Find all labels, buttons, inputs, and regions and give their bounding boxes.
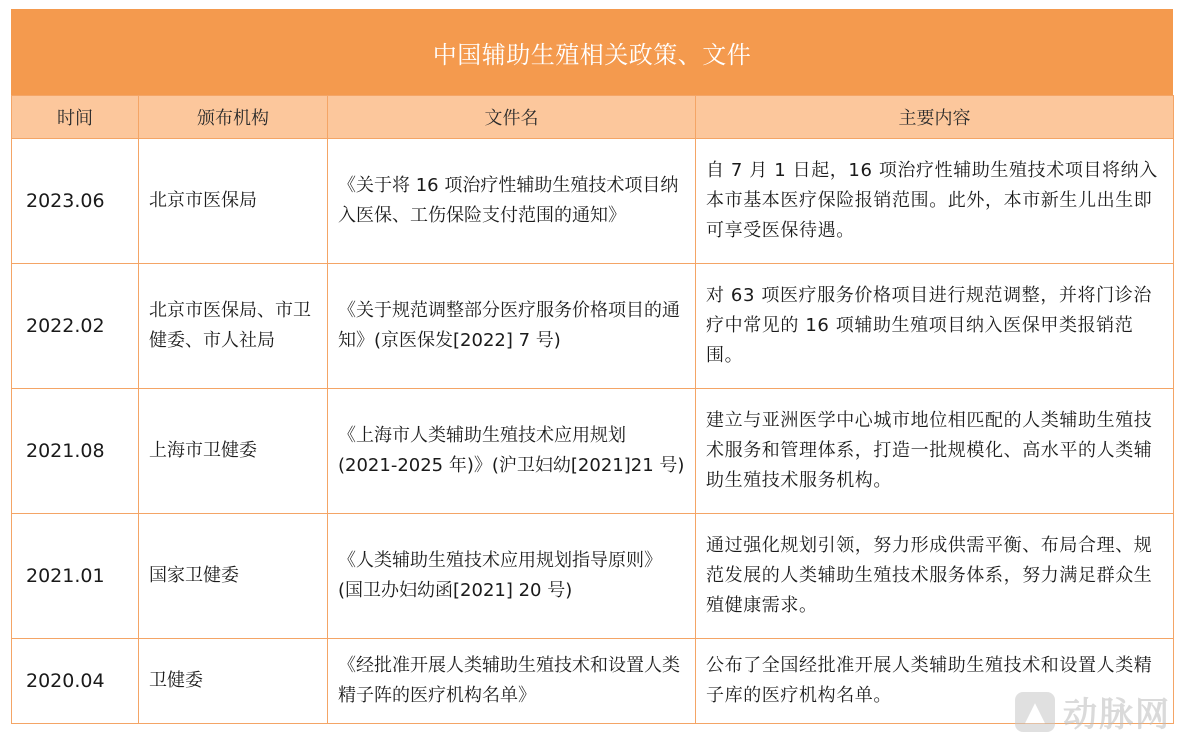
dongmai-logo-icon: ▲ [1015, 692, 1055, 732]
table-row [12, 264, 1174, 389]
table-row [12, 514, 1174, 639]
header-agency: 颁布机构 [139, 96, 328, 139]
cell-agency: 北京市医保局 [139, 139, 328, 264]
cell-date: 2020.04 [12, 639, 139, 724]
cell-date: 2023.06 [12, 139, 139, 264]
policy-table [11, 95, 1174, 724]
cell-document: 《人类辅助生殖技术应用规划指导原则》(国卫办妇幼函[2021] 20 号) [328, 514, 696, 639]
cell-date: 2021.08 [12, 389, 139, 514]
cell-document: 《上海市人类辅助生殖技术应用规划(2021-2025 年)》(沪卫妇幼[2021]21 号) [328, 389, 696, 514]
cell-agency: 北京市医保局、市卫健委、市人社局 [139, 264, 328, 389]
watermark [1015, 687, 1171, 736]
cell-content: 通过强化规划引领，努力形成供需平衡、布局合理、规范发展的人类辅助生殖技术服务体系，努力满足群众生殖健康需求。 [696, 514, 1174, 639]
table-row [12, 639, 1174, 724]
cell-agency: 卫健委 [139, 639, 328, 724]
header-document: 文件名 [328, 96, 696, 139]
cell-document: 《经批准开展人类辅助生殖技术和设置人类精子阵的医疗机构名单》 [328, 639, 696, 724]
cell-agency: 国家卫健委 [139, 514, 328, 639]
cell-date: 2021.01 [12, 514, 139, 639]
table-title: 中国辅助生殖相关政策、文件 [11, 9, 1173, 95]
cell-document: 《关于将 16 项治疗性辅助生殖技术项目纳入医保、工伤保险支付范围的通知》 [328, 139, 696, 264]
policy-table-frame [11, 9, 1173, 742]
cell-content: 自 7 月 1 日起，16 项治疗性辅助生殖技术项目将纳入本市基本医疗保险报销范围。此外，本市新生儿出生即可享受医保待遇。 [696, 139, 1174, 264]
header-row [12, 96, 1174, 139]
cell-agency: 上海市卫健委 [139, 389, 328, 514]
header-date: 时间 [12, 96, 139, 139]
cell-content: 对 63 项医疗服务价格项目进行规范调整，并将门诊治疗中常见的 16 项辅助生殖项目纳入医保甲类报销范围。 [696, 264, 1174, 389]
table-row [12, 389, 1174, 514]
cell-date: 2022.02 [12, 264, 139, 389]
cell-content: 建立与亚洲医学中心城市地位相匹配的人类辅助生殖技术服务和管理体系，打造一批规模化、高水平的人类辅助生殖技术服务机构。 [696, 389, 1174, 514]
cell-content: 公布了全国经批准开展人类辅助生殖技术和设置人类精子库的医疗机构名单。 [696, 639, 1174, 724]
watermark-text: 动脉网 [1063, 695, 1171, 735]
table-row [12, 139, 1174, 264]
cell-document: 《关于规范调整部分医疗服务价格项目的通知》(京医保发[2022] 7 号) [328, 264, 696, 389]
header-content: 主要内容 [696, 96, 1174, 139]
